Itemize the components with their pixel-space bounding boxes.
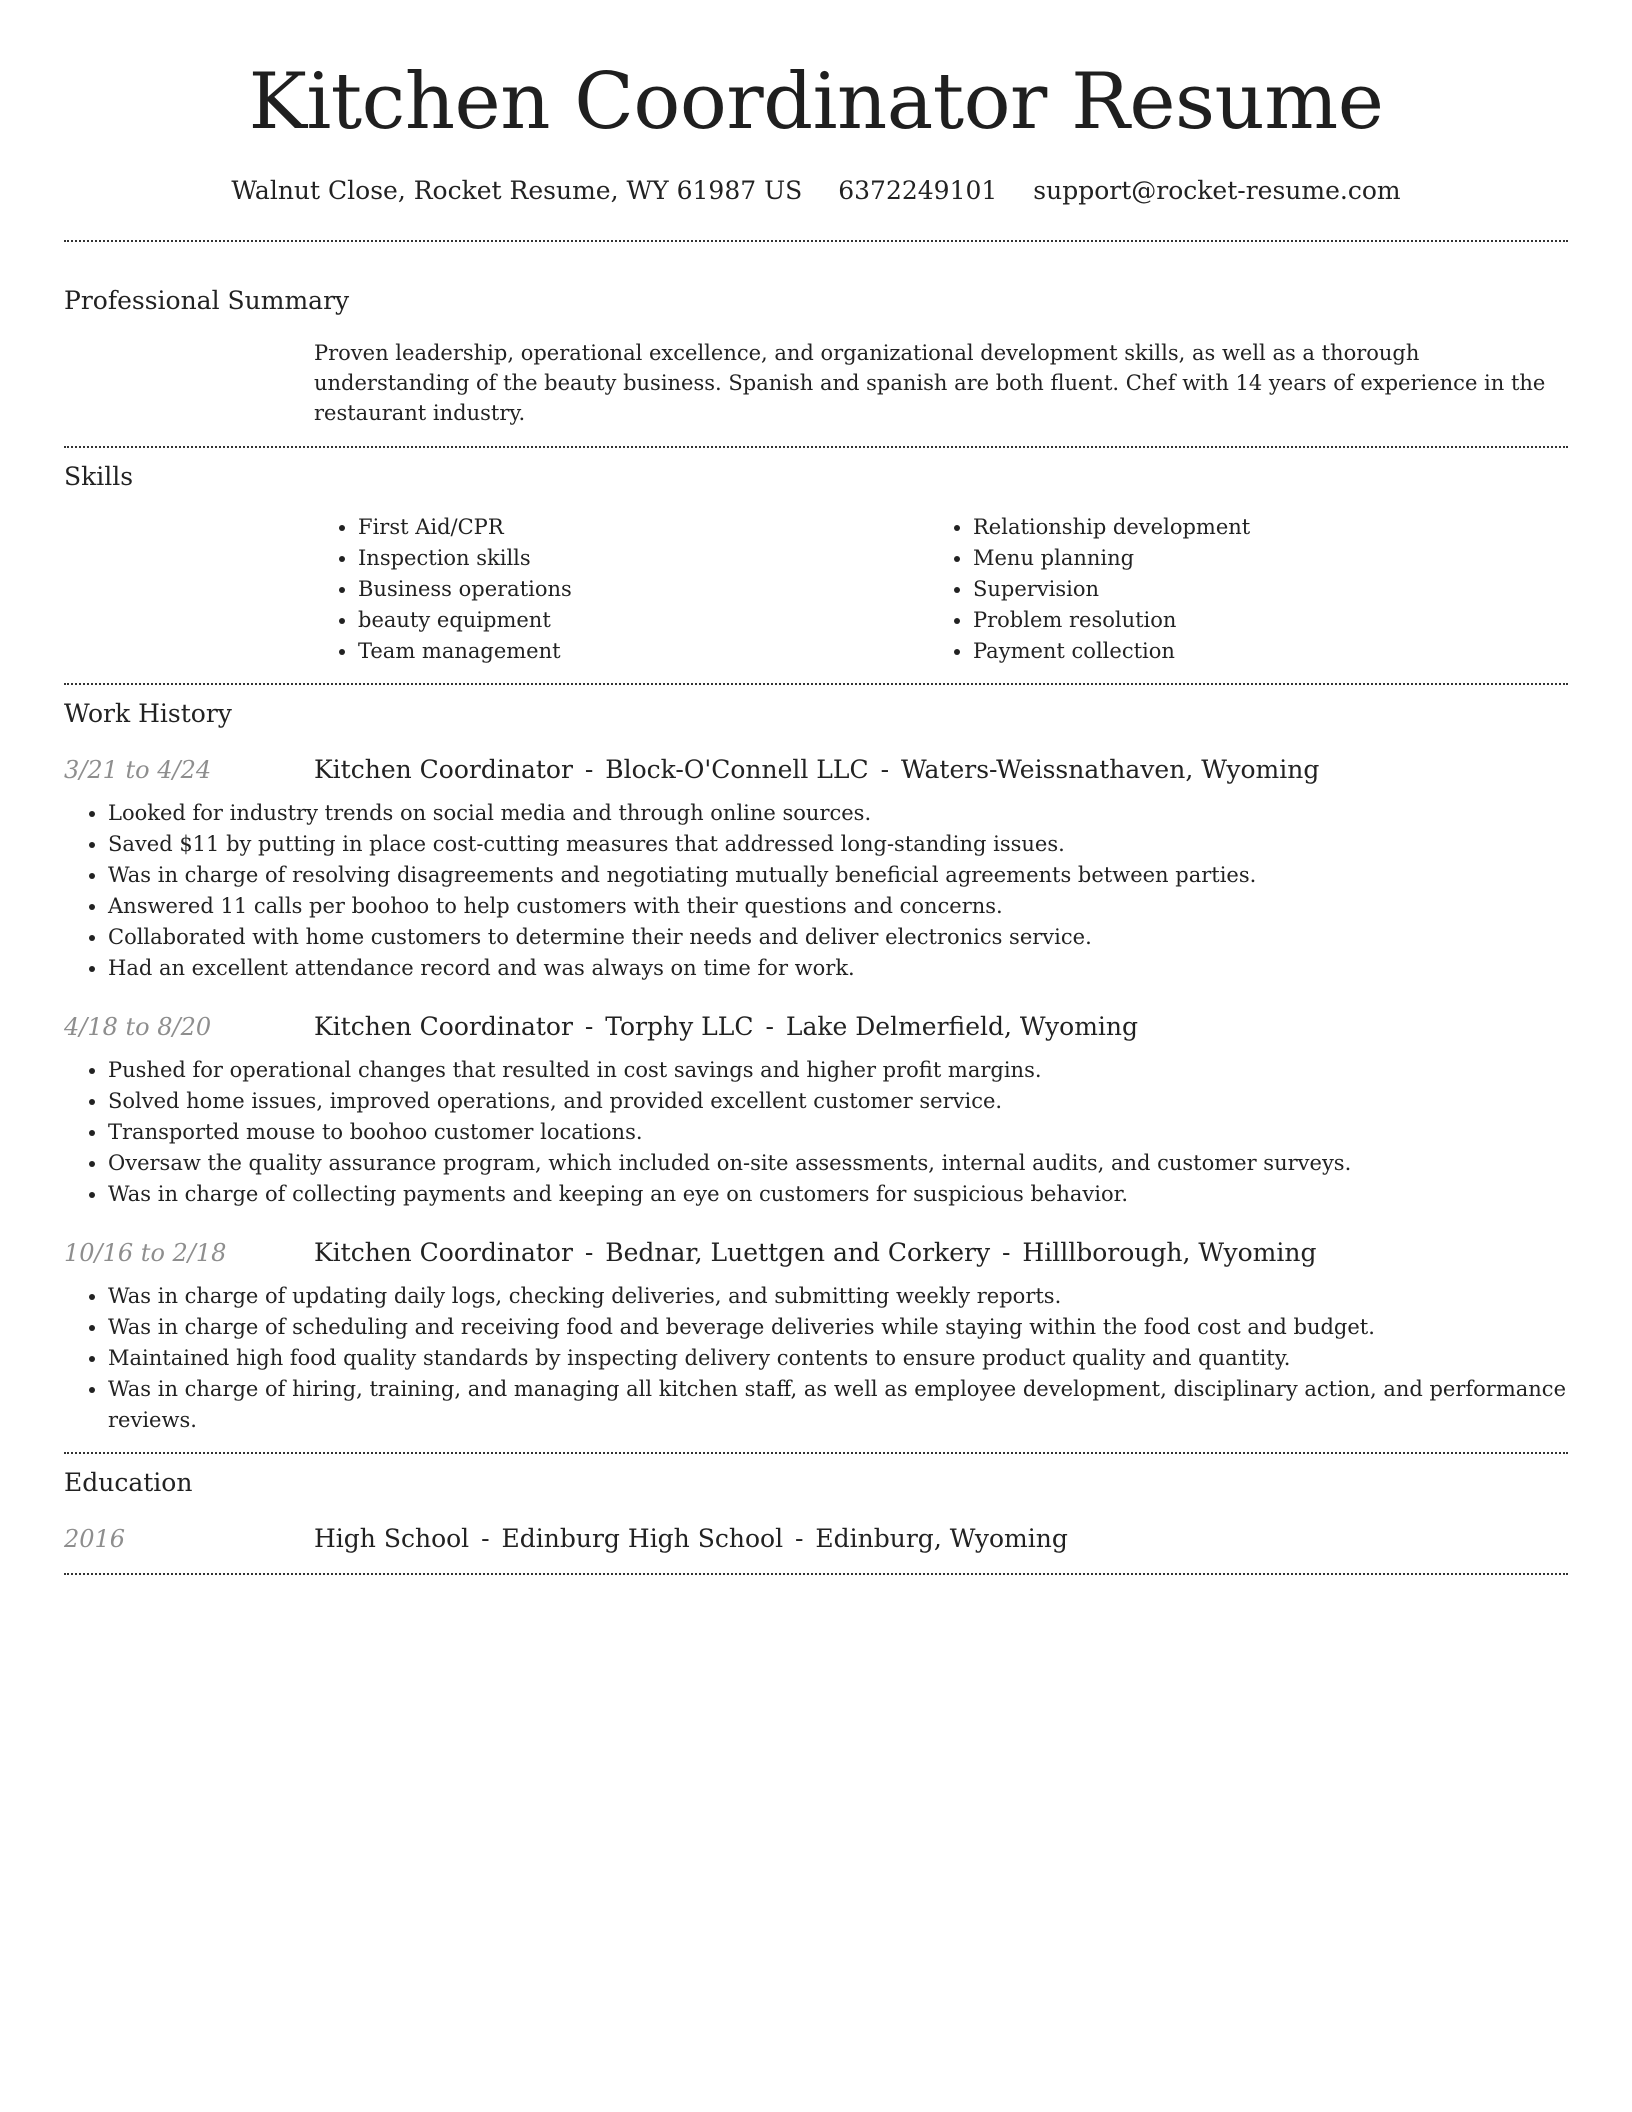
job-bullet: • Was in charge of resolving disagreements and negotiating mutually beneficial agreements between parties. — [108, 860, 1568, 891]
job-bullet: • Was in charge of hiring, training, and managing all kitchen staff, as well as employee development, disciplinary action, and performance reviews. — [108, 1374, 1568, 1436]
education-section — [64, 1466, 1568, 1553]
skills-list — [314, 512, 1568, 667]
education-degree: High School — [314, 1524, 470, 1553]
job-bullet: • Oversaw the quality assurance program, which included on-site assessments, internal audits, and customer surveys. — [108, 1148, 1568, 1179]
skills-column-left — [314, 512, 929, 667]
job-bullet: • Was in charge of scheduling and receiving food and beverage deliveries while staying within the food cost and budget. — [108, 1312, 1568, 1343]
job-bullet: • Was in charge of collecting payments and keeping an eye on customers for suspicious behavior. — [108, 1179, 1568, 1210]
resume-title: Kitchen Coordinator Resume — [248, 57, 1384, 147]
summary-heading: Professional Summary — [64, 286, 350, 315]
job-role: Kitchen Coordinator — [314, 1012, 573, 1041]
education-entry — [64, 1524, 1568, 1553]
work-section — [64, 697, 1568, 1436]
skill-item: • Relationship development — [973, 512, 1544, 543]
skills-column-right — [929, 512, 1544, 667]
job-bullet: • Had an excellent attendance record and was always on time for work. — [108, 953, 1568, 984]
job-bullet: • Maintained high food quality standards by inspecting delivery contents to ensure product quality and quantity. — [108, 1343, 1568, 1374]
work-heading: Work History — [64, 699, 232, 728]
job-bullets — [64, 798, 1568, 984]
job-company: Block-O'Connell LLC — [605, 755, 869, 784]
summary-section — [64, 284, 1568, 428]
job-dates: 3/21 to 4/24 — [64, 756, 212, 784]
job-bullet: • Pushed for operational changes that resulted in cost savings and higher profit margins. — [108, 1055, 1568, 1086]
divider — [64, 240, 1568, 242]
job-header — [64, 1238, 1568, 1267]
job-bullet: • Collaborated with home customers to determine their needs and deliver electronics service. — [108, 922, 1568, 953]
skill-item: • First Aid/CPR — [358, 512, 929, 543]
job-title-line: Kitchen Coordinator - Torphy LLC - Lake Delmerfield, Wyoming — [314, 1012, 1139, 1041]
education-heading: Education — [64, 1468, 193, 1497]
job-title-line: Kitchen Coordinator - Block-O'Connell LLC - Waters-Weissnathaven, Wyoming — [314, 755, 1320, 784]
job-bullet: • Was in charge of updating daily logs, checking deliveries, and submitting weekly reports. — [108, 1281, 1568, 1312]
job-dates: 10/16 to 2/18 — [64, 1239, 227, 1267]
job-bullet: • Transported mouse to boohoo customer locations. — [108, 1117, 1568, 1148]
education-location: Edinburg, Wyoming — [815, 1524, 1068, 1553]
education-school: Edinburg High School — [501, 1524, 784, 1553]
skill-item: • Inspection skills — [358, 543, 929, 574]
job-entry — [64, 1238, 1568, 1436]
job-company: Bednar, Luettgen and Corkery — [605, 1238, 991, 1267]
divider — [64, 1452, 1568, 1454]
job-location: Hilllborough, Wyoming — [1022, 1238, 1317, 1267]
divider — [64, 683, 1568, 685]
job-bullet: • Saved $11 by putting in place cost-cutting measures that addressed long-standing issues. — [108, 829, 1568, 860]
skills-section — [64, 460, 1568, 667]
education-line: High School - Edinburg High School - Edinburg, Wyoming — [314, 1524, 1068, 1553]
contact-phone: 6372249101 — [838, 176, 998, 205]
job-role: Kitchen Coordinator — [314, 1238, 573, 1267]
contact-email: support@rocket-resume.com — [1033, 176, 1401, 205]
skill-item: • Problem resolution — [973, 605, 1544, 636]
skill-item: • Team management — [358, 636, 929, 667]
summary-text: Proven leadership, operational excellence, and organizational development skills, as well as a thorough understanding of the beauty business. Spanish and spanish are both fluent. Chef with 14 years of experience in the restaurant industry. — [314, 341, 1546, 425]
job-bullets — [64, 1281, 1568, 1436]
skill-item: • beauty equipment — [358, 605, 929, 636]
job-header — [64, 1012, 1568, 1041]
job-bullet: • Answered 11 calls per boohoo to help customers with their questions and concerns. — [108, 891, 1568, 922]
job-bullet: • Looked for industry trends on social media and through online sources. — [108, 798, 1568, 829]
divider — [64, 1573, 1568, 1575]
resume-page — [64, 0, 1568, 1575]
skill-item: • Menu planning — [973, 543, 1544, 574]
job-entry — [64, 1012, 1568, 1210]
job-header — [64, 755, 1568, 784]
divider — [64, 446, 1568, 448]
job-bullet: • Solved home issues, improved operations, and provided excellent customer service. — [108, 1086, 1568, 1117]
job-location: Waters-Weissnathaven, Wyoming — [901, 755, 1320, 784]
skill-item: • Payment collection — [973, 636, 1544, 667]
contact-address: Walnut Close, Rocket Resume, WY 61987 US — [231, 176, 803, 205]
job-entry — [64, 755, 1568, 984]
education-year: 2016 — [64, 1525, 126, 1553]
skills-heading: Skills — [64, 462, 134, 491]
job-dates: 4/18 to 8/20 — [64, 1013, 212, 1041]
job-company: Torphy LLC — [605, 1012, 754, 1041]
job-bullets — [64, 1055, 1568, 1210]
contact-line — [64, 174, 1568, 208]
skill-item: • Business operations — [358, 574, 929, 605]
skill-item: • Supervision — [973, 574, 1544, 605]
job-location: Lake Delmerfield, Wyoming — [785, 1012, 1139, 1041]
job-role: Kitchen Coordinator — [314, 755, 573, 784]
job-title-line: Kitchen Coordinator - Bednar, Luettgen and Corkery - Hilllborough, Wyoming — [314, 1238, 1317, 1267]
